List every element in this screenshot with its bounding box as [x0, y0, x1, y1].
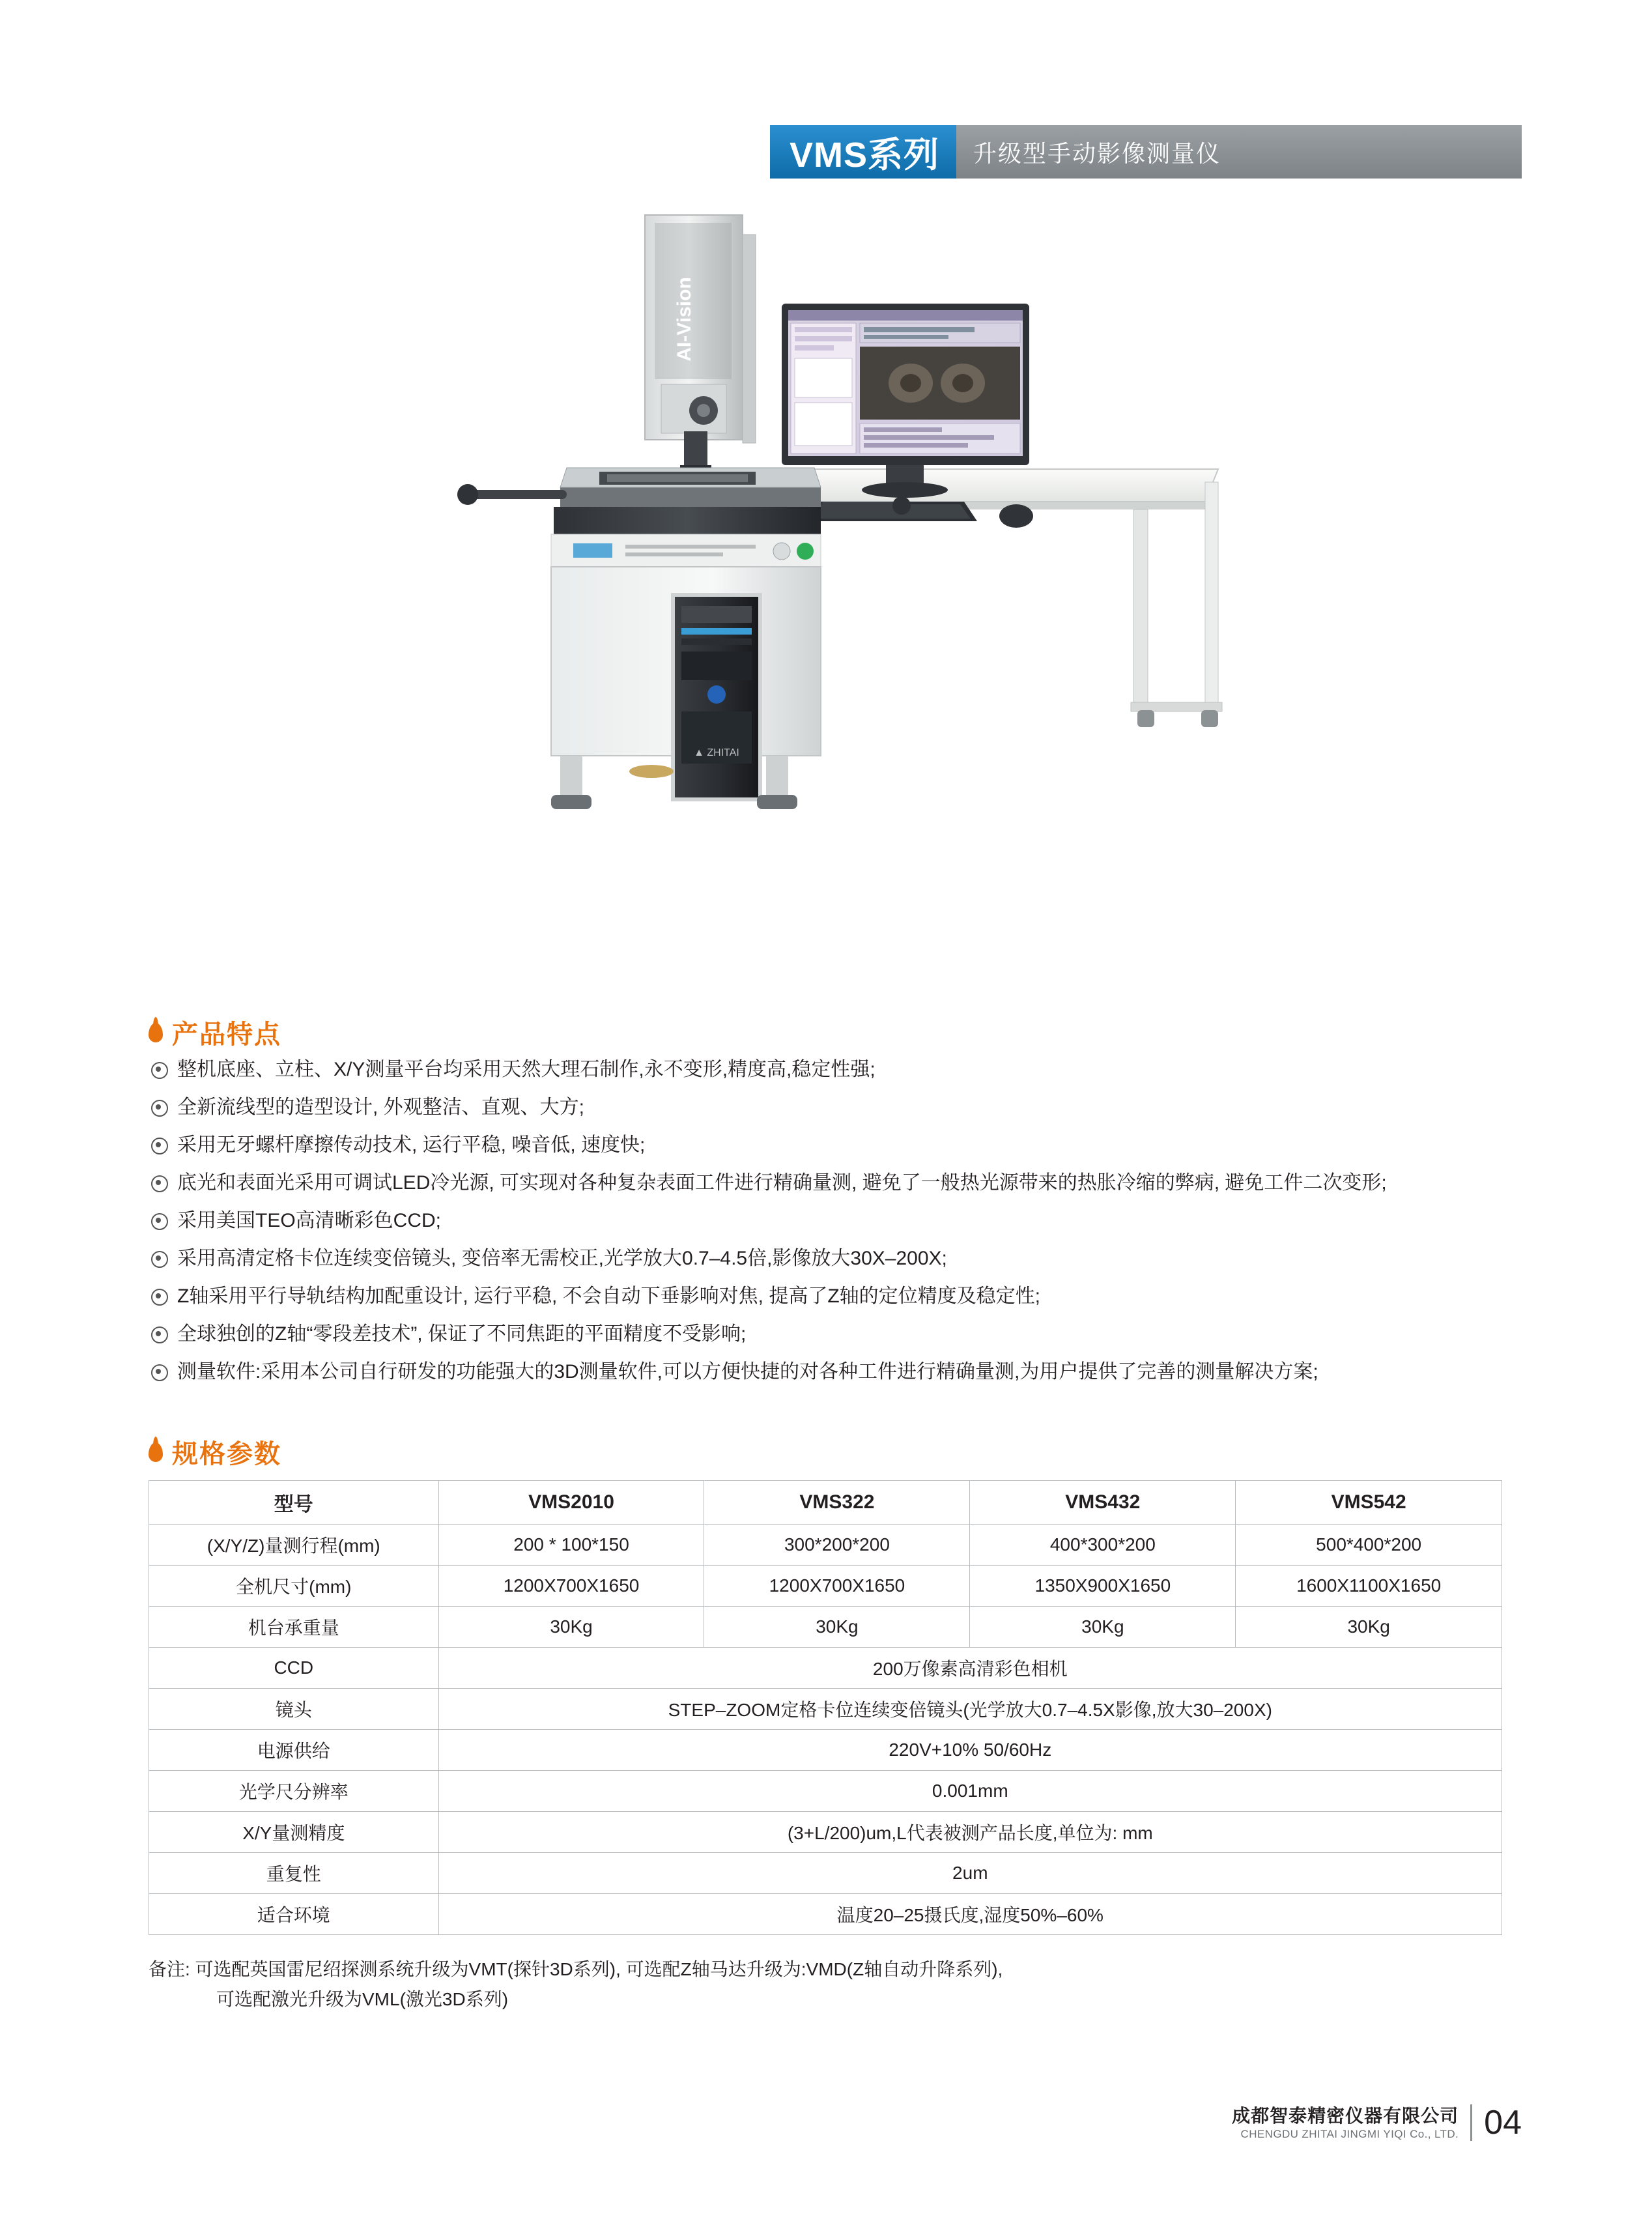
specs-title-text: 规格参数 [172, 1440, 281, 1469]
specifications-table [149, 1480, 1502, 1935]
cell-value: 200万像素高清彩色相机 [438, 1648, 1502, 1689]
row-label: 适合环境 [149, 1894, 439, 1935]
row-label: 重复性 [149, 1853, 439, 1894]
cell-value: (3+L/200)um,L代表被测产品长度,单位为: mm [438, 1812, 1502, 1853]
note-line-1: 备注: 可选配英国雷尼绍探测系统升级为VMT(探针3D系列), 可选配Z轴马达升级为:VMD(Z轴自动升降系列), [149, 1959, 1003, 1979]
cell-value: 1600X1100X1650 [1236, 1566, 1502, 1607]
row-label: 光学尺分辨率 [149, 1771, 439, 1812]
cell-value: 200 * 100*150 [438, 1525, 704, 1566]
series-title: VMS系列 [770, 125, 956, 179]
bullet-icon [151, 1213, 168, 1230]
company-identity [1232, 2104, 1459, 2141]
cell-value: 1350X900X1650 [970, 1566, 1236, 1607]
feature-text: 测量软件:采用本公司自行研发的功能强大的3D测量软件,可以方便快捷的对各种工件进行精确量测,为用户提供了完善的测量解决方案; [177, 1361, 1318, 1383]
row-label: 全机尺寸(mm) [149, 1566, 439, 1607]
column-header: VMS322 [704, 1481, 970, 1525]
list-item [151, 1054, 1539, 1085]
bullet-icon [151, 1364, 168, 1381]
page-number: 04 [1484, 2104, 1522, 2142]
table-row [149, 1812, 1502, 1853]
cell-value: 30Kg [438, 1607, 704, 1648]
list-item [151, 1168, 1539, 1199]
page-header-banner [770, 125, 1522, 179]
company-name-en: CHENGDU ZHITAI JINGMI YIQI Co., LTD. [1240, 2127, 1459, 2140]
bullet-icon [151, 1251, 168, 1268]
cell-value: 30Kg [970, 1607, 1236, 1648]
bullet-icon [151, 1138, 168, 1154]
table-row [149, 1771, 1502, 1812]
list-item [151, 1130, 1539, 1161]
cell-value: 0.001mm [438, 1771, 1502, 1812]
list-item [151, 1319, 1539, 1350]
feature-text: 采用无牙螺杆摩擦传动技术, 运行平稳, 噪音低, 速度快; [177, 1134, 646, 1156]
table-header-row [149, 1481, 1502, 1525]
note-line-2: 可选配激光升级为VML(激光3D系列) [216, 1989, 509, 2009]
cell-value: 400*300*200 [970, 1525, 1236, 1566]
cell-value: 2um [438, 1853, 1502, 1894]
cell-value: 30Kg [1236, 1607, 1502, 1648]
row-label: 机台承重量 [149, 1607, 439, 1648]
feature-text: 全新流线型的造型设计, 外观整洁、直观、大方; [177, 1096, 585, 1118]
column-header: 型号 [149, 1481, 439, 1525]
table-row [149, 1689, 1502, 1730]
machine-cabinet [551, 567, 821, 809]
cell-value: 500*400*200 [1236, 1525, 1502, 1566]
table-row [149, 1566, 1502, 1607]
row-label: 镜头 [149, 1689, 439, 1730]
table-row [149, 1853, 1502, 1894]
page-footer [1232, 2103, 1522, 2142]
bullet-icon [151, 1062, 168, 1079]
cell-value: 30Kg [704, 1607, 970, 1648]
cell-value: 300*200*200 [704, 1525, 970, 1566]
feature-text: 底光和表面光采用可调试LED冷光源, 可实现对各种复杂表面工件进行精确量测, 避免了一般热光源带来的热胀冷缩的弊病, 避免工件二次变形; [177, 1172, 1387, 1194]
column-header: VMS2010 [438, 1481, 704, 1525]
feature-text: 全球独创的Z轴“零段差技术”, 保证了不同焦距的平面精度不受影响; [177, 1323, 747, 1345]
list-item [151, 1243, 1539, 1274]
list-item [151, 1092, 1539, 1123]
row-label: CCD [149, 1648, 439, 1689]
product-photo [365, 195, 1290, 984]
bullet-icon [151, 1175, 168, 1192]
table-row [149, 1607, 1502, 1648]
company-name-cn: 成都智泰精密仪器有限公司 [1232, 2105, 1459, 2126]
svg-text:AI-Vision: AI-Vision [674, 277, 695, 362]
table-row [149, 1730, 1502, 1771]
footer-divider [1470, 2104, 1472, 2141]
list-item [151, 1205, 1539, 1237]
drop-icon [149, 1442, 163, 1462]
svg-text:▲ ZHITAI: ▲ ZHITAI [694, 747, 739, 758]
cell-value: 1200X700X1650 [704, 1566, 970, 1607]
cell-value: 1200X700X1650 [438, 1566, 704, 1607]
column-header: VMS432 [970, 1481, 1236, 1525]
feature-text: 整机底座、立柱、X/Y测量平台均采用天然大理石制作,永不变形,精度高,稳定性强; [177, 1059, 876, 1080]
specs-section-title [149, 1433, 281, 1470]
cell-value: STEP–ZOOM定格卡位连续变倍镜头(光学放大0.7–4.5X影像,放大30–200X) [438, 1689, 1502, 1730]
list-item [151, 1356, 1539, 1388]
row-label: X/Y量测精度 [149, 1812, 439, 1853]
feature-text: 采用美国TEO高清晰彩色CCD; [177, 1210, 441, 1231]
series-subtitle: 升级型手动影像测量仪 [956, 125, 1522, 179]
features-title-text: 产品特点 [172, 1020, 281, 1049]
list-item [151, 1281, 1539, 1312]
bullet-icon [151, 1100, 168, 1117]
feature-text: 采用高清定格卡位连续变倍镜头, 变倍率无需校正,光学放大0.7–4.5倍,影像放大30X–200X; [177, 1248, 947, 1269]
table-row [149, 1525, 1502, 1566]
feature-text: Z轴采用平行导轨结构加配重设计, 运行平稳, 不会自动下垂影响对焦, 提高了Z轴的定位精度及稳定性; [177, 1285, 1040, 1307]
bullet-icon [151, 1326, 168, 1343]
row-label: 电源供给 [149, 1730, 439, 1771]
column-header: VMS542 [1236, 1481, 1502, 1525]
table-row [149, 1648, 1502, 1689]
features-section-title [149, 1014, 281, 1051]
table-row [149, 1894, 1502, 1935]
cell-value: 220V+10% 50/60Hz [438, 1730, 1502, 1771]
table-note [149, 1955, 1517, 2014]
bullet-icon [151, 1289, 168, 1306]
cell-value: 温度20–25摄氏度,湿度50%–60% [438, 1894, 1502, 1935]
drop-icon [149, 1023, 163, 1042]
measuring-head [645, 215, 756, 476]
row-label: (X/Y/Z)量测行程(mm) [149, 1525, 439, 1566]
features-list [151, 1054, 1539, 1394]
